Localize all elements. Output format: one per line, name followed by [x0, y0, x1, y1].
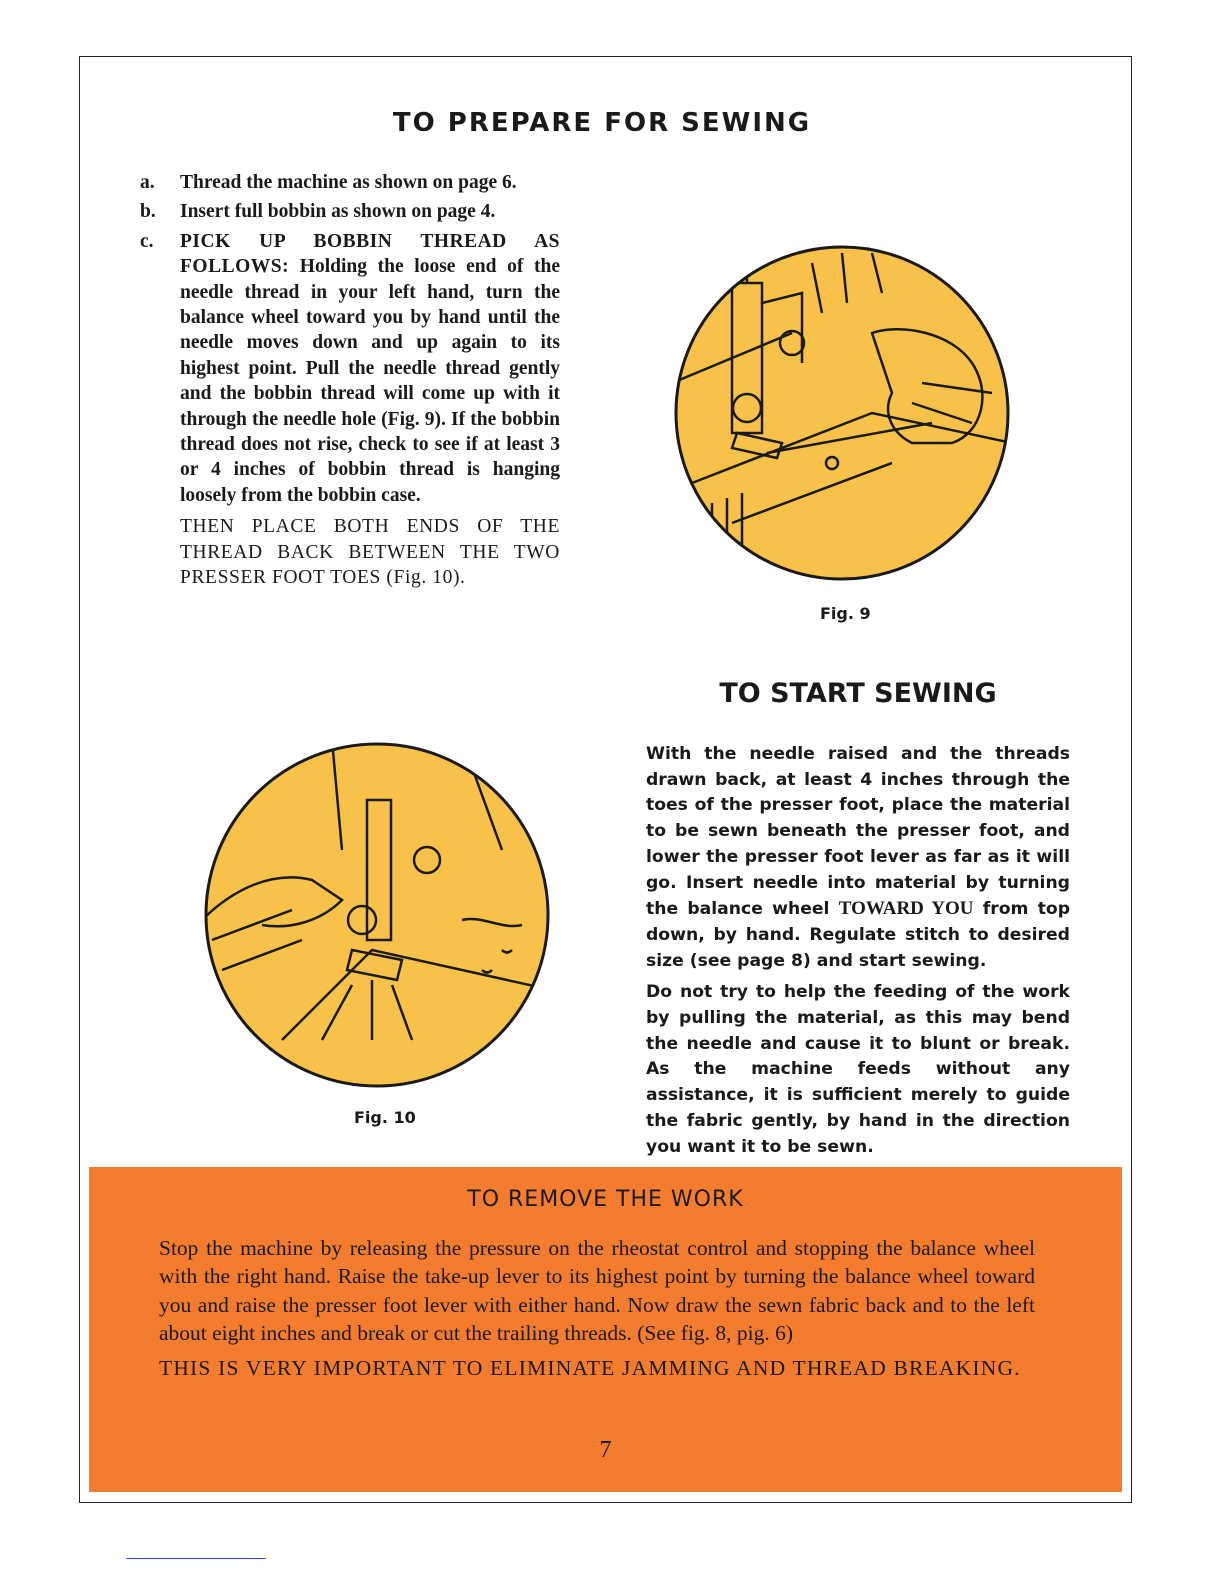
- remove-work-band: [89, 1167, 1122, 1492]
- item-text: Holding the loose end of the needle thread in your left hand, turn the balance wheel toward you by hand until the needle moves down and up again to its highest point. Pull the needle thread gently and the bobbin thread will come up with it through the needle hole (Fig. 9). If the bobbin thread does not rise, check to see if at least 3 or 4 inches of bobbin thread is hanging loosely from the bobbin case.: [180, 256, 561, 506]
- item-letter: a.: [140, 172, 155, 193]
- section-title-start: TO START SEWING: [719, 678, 997, 709]
- list-item: [140, 199, 560, 224]
- list-item: [140, 229, 560, 508]
- item-letter: b.: [140, 201, 156, 223]
- item-text: Insert full bobbin as shown on page 4.: [180, 201, 496, 223]
- section-title-prepare: TO PREPARE FOR SEWING: [392, 108, 812, 138]
- toward-you-emphasis: TOWARD YOU: [838, 898, 974, 920]
- start-paragraph-1a: With the needle raised and the threads drawn back, at least 4 inches through the toes of the presser foot, place the material to be sewn beneath the presser foot, and lower the presser foot lever as far as it will go. Insert needle into material by turning the balance wheel: [646, 744, 1070, 920]
- fig9-illustration: [672, 243, 1012, 583]
- item-lead: PICK UP BOBBIN THREAD AS FOLLOWS:: [180, 230, 560, 278]
- remove-work-text: [159, 1234, 1035, 1388]
- prepare-instructions: [140, 170, 560, 591]
- footer-link-underline: [126, 1558, 266, 1559]
- start-paragraph-1b: from top down, by hand. Regulate stitch to desired size (see page 8) and start sewing.: [646, 899, 1071, 971]
- section-title-remove: TO REMOVE THE WORK: [467, 1187, 744, 1212]
- fig10-circle: [206, 744, 548, 1086]
- fig9-caption: Fig. 9: [820, 604, 871, 623]
- start-paragraph-2: Do not try to help the feeding of the work by pulling the material, as this may bend the needle and cause it to blunt or break. As the machine feeds without any assistance, it is sufficient merely to guide the fabric gently, by hand in the direction you want it to be sewn.: [646, 982, 1070, 1157]
- fig10-caption: Fig. 10: [354, 1108, 416, 1127]
- start-paragraph-1: [646, 742, 1070, 974]
- item-text: Thread the machine as shown on page 6.: [180, 172, 517, 193]
- start-sewing-text: [646, 742, 1070, 1166]
- remove-warning: THIS IS VERY IMPORTANT TO ELIMINATE JAMMING AND THREAD BREAKING.: [159, 1355, 1021, 1380]
- then-paragraph: THEN PLACE BOTH ENDS OF THE THREAD BACK BETWEEN THE TWO PRESSER FOOT TOES (Fig. 10).: [180, 516, 560, 589]
- remove-paragraph: Stop the machine by releasing the pressure on the rheostat control and stopping the balance wheel with the right hand. Raise the take-up lever to its highest point by turning the balance wheel toward you and raise the presser foot lever with either hand. Now draw the sewn fabric back and to the left about eight inches and break or cut the trailing threads. (See fig. 8, pig. 6): [159, 1236, 1035, 1346]
- page-number: 7: [599, 1437, 612, 1463]
- fig10-illustration: [202, 740, 552, 1090]
- list-item: [140, 170, 560, 195]
- item-letter: c.: [140, 230, 154, 252]
